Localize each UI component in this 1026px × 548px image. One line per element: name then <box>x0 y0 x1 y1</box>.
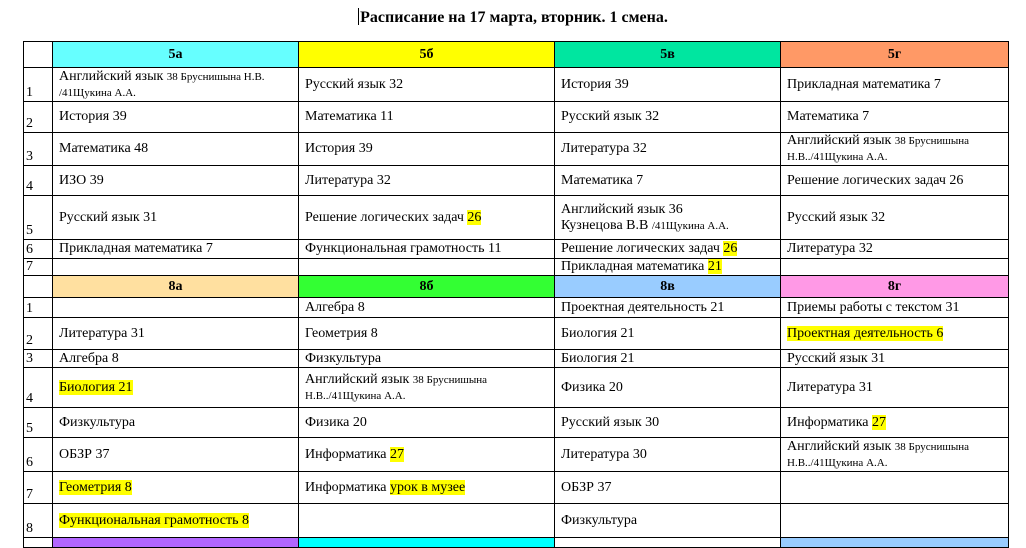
lesson-text: ОБЗР 37 <box>561 479 612 495</box>
class-header <box>781 538 1009 548</box>
class-header <box>781 276 1009 298</box>
lesson-cell <box>555 133 781 166</box>
highlighted-text: Биология 21 <box>59 379 133 395</box>
lesson-row <box>24 68 1009 102</box>
highlighted-text: 26 <box>467 209 482 225</box>
highlighted-text: 26 <box>723 241 738 256</box>
lesson-cell <box>299 240 555 259</box>
class-name: 8б <box>419 278 434 294</box>
highlighted-text: Геометрия 8 <box>59 479 132 495</box>
highlighted-text: 21 <box>707 259 722 274</box>
lesson-number <box>24 68 53 102</box>
lesson-text: Русский язык 30 <box>561 414 660 430</box>
class-header <box>53 276 299 298</box>
lesson-cell <box>555 259 781 276</box>
lesson-cell <box>53 408 299 438</box>
lesson-cell <box>555 408 781 438</box>
lesson-row <box>24 259 1009 276</box>
lesson-text: Математика 7 <box>561 172 644 188</box>
lesson-row <box>24 298 1009 318</box>
class-header <box>53 42 299 68</box>
schedule-table <box>23 41 1009 548</box>
lesson-number-text: 1 <box>26 85 33 100</box>
lesson-number-text: 7 <box>26 487 33 502</box>
lesson-cell <box>53 472 299 504</box>
lesson-text: Решение логических задач 26 <box>787 172 964 188</box>
lesson-text: Английский язык 36 <box>561 201 683 217</box>
lesson-text: Литература 32 <box>305 172 391 188</box>
lesson-cell <box>781 504 1009 538</box>
lesson-number <box>24 133 53 166</box>
lesson-text: Русский язык 31 <box>787 350 886 366</box>
lesson-row <box>24 318 1009 350</box>
lesson-number-text: 7 <box>26 259 33 274</box>
lesson-cell <box>299 133 555 166</box>
lesson-cell <box>299 166 555 196</box>
class-header-row <box>24 42 1009 68</box>
lesson-cell <box>299 408 555 438</box>
lesson-text: Математика 7 <box>787 109 870 124</box>
lesson-cell <box>53 133 299 166</box>
lesson-row <box>24 472 1009 504</box>
lesson-number-text: 4 <box>26 179 33 194</box>
lesson-text: История 39 <box>561 76 629 92</box>
text-cursor <box>358 8 359 25</box>
lesson-text: Литература 31 <box>787 379 873 395</box>
class-name: 5г <box>887 46 902 62</box>
lesson-text: Литература 32 <box>561 141 647 156</box>
lesson-number-text: 6 <box>26 455 33 470</box>
class-header <box>299 42 555 68</box>
lesson-cell <box>555 368 781 408</box>
class-name: 5в <box>660 46 675 62</box>
lesson-cell <box>53 504 299 538</box>
lesson-number-text: 3 <box>26 149 33 164</box>
lesson-number-text: 4 <box>26 391 33 406</box>
lesson-number <box>24 298 53 318</box>
lesson-cell <box>555 438 781 472</box>
lesson-row <box>24 438 1009 472</box>
class-header <box>299 538 555 548</box>
class-name: 8в <box>660 278 675 294</box>
lesson-cell <box>299 259 555 276</box>
highlighted-text: Проектная деятельность 6 <box>787 325 944 341</box>
class-name: 8г <box>887 278 902 294</box>
class-name: 5б <box>419 46 434 62</box>
lesson-cell <box>299 196 555 240</box>
lesson-text: Физкультура <box>561 512 638 528</box>
lesson-cell <box>555 166 781 196</box>
lesson-cell <box>781 102 1009 133</box>
lesson-row <box>24 504 1009 538</box>
lesson-cell <box>781 166 1009 196</box>
lesson-cell <box>299 438 555 472</box>
lesson-text: Литература 30 <box>561 446 647 462</box>
lesson-cell <box>299 350 555 368</box>
page-title <box>0 8 1026 28</box>
highlighted-text: урок в музее <box>390 479 466 495</box>
lesson-number <box>24 259 53 276</box>
teacher-note: /41Щукина А.А. <box>651 219 729 232</box>
lesson-number <box>24 408 53 438</box>
lesson-cell <box>555 68 781 102</box>
lesson-cell <box>299 504 555 538</box>
lesson-text: Русский язык 31 <box>59 209 158 225</box>
highlighted-text: 27 <box>872 414 886 430</box>
lesson-cell <box>53 438 299 472</box>
lesson-cell <box>781 196 1009 240</box>
lesson-cell <box>53 298 299 318</box>
lesson-text: ИЗО 39 <box>59 172 104 188</box>
lesson-cell <box>53 350 299 368</box>
lesson-text: Приемы работы с текстом 31 <box>787 299 960 315</box>
header-corner <box>24 42 53 68</box>
lesson-number-text: 5 <box>26 223 33 238</box>
teacher-note: 38 Бруснишына Н.В../41Щукина А.А. <box>787 135 970 163</box>
lesson-cell <box>555 504 781 538</box>
lesson-text: Алгебра 8 <box>305 299 365 315</box>
class-header-row <box>24 276 1009 298</box>
lesson-text: Проектная деятельность 21 <box>561 299 725 315</box>
lesson-cell <box>555 350 781 368</box>
lesson-text: История 39 <box>305 141 373 156</box>
class-header <box>781 42 1009 68</box>
lesson-row <box>24 350 1009 368</box>
lesson-number <box>24 504 53 538</box>
lesson-cell <box>53 259 299 276</box>
lesson-text: Английский язык <box>305 371 413 387</box>
lesson-text: Прикладная математика <box>561 259 708 274</box>
lesson-text: Алгебра 8 <box>59 350 119 366</box>
lesson-cell <box>781 259 1009 276</box>
lesson-text: Английский язык <box>59 68 167 84</box>
teacher-text: Кузнецова В.В <box>561 217 652 233</box>
lesson-cell <box>555 102 781 133</box>
lesson-text: Русский язык 32 <box>305 76 404 92</box>
header-corner <box>24 276 53 298</box>
lesson-cell <box>299 318 555 350</box>
lesson-number-text: 6 <box>26 242 33 257</box>
lesson-cell <box>299 298 555 318</box>
lesson-row <box>24 240 1009 259</box>
lesson-row <box>24 166 1009 196</box>
teacher-note: 38 Бруснишына Н.В. /41Щукина А.А. <box>59 70 265 99</box>
lesson-cell <box>781 472 1009 504</box>
lesson-text: Решение логических задач <box>561 241 724 256</box>
lesson-text: Физика 20 <box>305 414 367 430</box>
lesson-text: Геометрия 8 <box>305 325 378 341</box>
lesson-text: Английский язык <box>787 133 895 148</box>
lesson-number-text: 1 <box>26 301 33 316</box>
lesson-cell <box>781 350 1009 368</box>
lesson-text: История 39 <box>59 109 127 124</box>
lesson-number-text: 5 <box>26 421 33 436</box>
lesson-cell <box>781 298 1009 318</box>
lesson-row <box>24 408 1009 438</box>
lesson-text: Биология 21 <box>561 325 635 341</box>
lesson-text: Прикладная математика 7 <box>787 76 941 92</box>
lesson-cell <box>555 472 781 504</box>
teacher-note: 38 Бруснишына Н.В../41Щукина А.А. <box>787 440 970 469</box>
lesson-text: Решение логических задач <box>305 209 468 225</box>
lesson-cell <box>555 298 781 318</box>
lesson-row <box>24 102 1009 133</box>
lesson-cell <box>781 408 1009 438</box>
lesson-text: Информатика <box>305 479 390 495</box>
lesson-text: ОБЗР 37 <box>59 446 110 462</box>
lesson-row <box>24 196 1009 240</box>
lesson-number <box>24 350 53 368</box>
lesson-cell <box>555 196 781 240</box>
lesson-text: Информатика <box>305 446 390 462</box>
class-header <box>555 42 781 68</box>
lesson-text: Математика 11 <box>305 109 394 124</box>
lesson-cell <box>781 368 1009 408</box>
lesson-row <box>24 368 1009 408</box>
lesson-cell <box>53 166 299 196</box>
lesson-text: Биология 21 <box>561 350 635 366</box>
lesson-cell <box>781 240 1009 259</box>
lesson-number <box>24 240 53 259</box>
header-corner <box>24 538 53 548</box>
title-text: Расписание на 17 марта, вторник. 1 смена. <box>360 9 668 26</box>
lesson-cell <box>781 438 1009 472</box>
lesson-cell <box>53 102 299 133</box>
lesson-text: Литература 32 <box>787 241 873 256</box>
lesson-number <box>24 318 53 350</box>
lesson-number <box>24 472 53 504</box>
lesson-number-text: 8 <box>26 521 33 536</box>
lesson-text: Английский язык <box>787 438 895 454</box>
lesson-cell <box>53 68 299 102</box>
lesson-cell <box>781 133 1009 166</box>
lesson-cell <box>555 318 781 350</box>
class-header <box>53 538 299 548</box>
lesson-number-text: 3 <box>26 351 33 366</box>
highlighted-text: Функциональная грамотность 8 <box>59 512 249 528</box>
lesson-text: Физкультура <box>305 350 382 366</box>
lesson-number <box>24 196 53 240</box>
lesson-cell <box>781 318 1009 350</box>
teacher-note: 38 Бруснишына Н.В../41Щукина А.А. <box>305 373 488 402</box>
class-name: 8а <box>168 278 183 294</box>
lesson-cell <box>299 472 555 504</box>
lesson-text: Русский язык 32 <box>787 209 886 225</box>
lesson-cell <box>53 196 299 240</box>
lesson-cell <box>781 68 1009 102</box>
lesson-cell <box>555 240 781 259</box>
next-class-header-row <box>24 538 1009 548</box>
lesson-cell <box>53 368 299 408</box>
lesson-text: Функциональная грамотность 11 <box>305 241 502 256</box>
lesson-text: Русский язык 32 <box>561 109 660 124</box>
highlighted-text: 27 <box>390 446 404 462</box>
lesson-text: Прикладная математика 7 <box>59 241 213 256</box>
lesson-text: Физика 20 <box>561 379 623 395</box>
lesson-text: Информатика <box>787 414 872 430</box>
lesson-cell <box>299 102 555 133</box>
class-header <box>299 276 555 298</box>
lesson-text: Литература 31 <box>59 325 145 341</box>
lesson-number <box>24 166 53 196</box>
lesson-cell <box>299 368 555 408</box>
lesson-number <box>24 438 53 472</box>
lesson-cell <box>299 68 555 102</box>
lesson-cell <box>53 318 299 350</box>
lesson-text: Математика 48 <box>59 141 149 156</box>
lesson-cell <box>53 240 299 259</box>
lesson-row <box>24 133 1009 166</box>
lesson-text: Физкультура <box>59 414 136 430</box>
class-header <box>555 538 781 548</box>
lesson-number <box>24 102 53 133</box>
class-header <box>555 276 781 298</box>
lesson-number-text: 2 <box>26 116 33 131</box>
lesson-number-text: 2 <box>26 333 33 348</box>
lesson-number <box>24 368 53 408</box>
class-name: 5а <box>168 46 183 62</box>
